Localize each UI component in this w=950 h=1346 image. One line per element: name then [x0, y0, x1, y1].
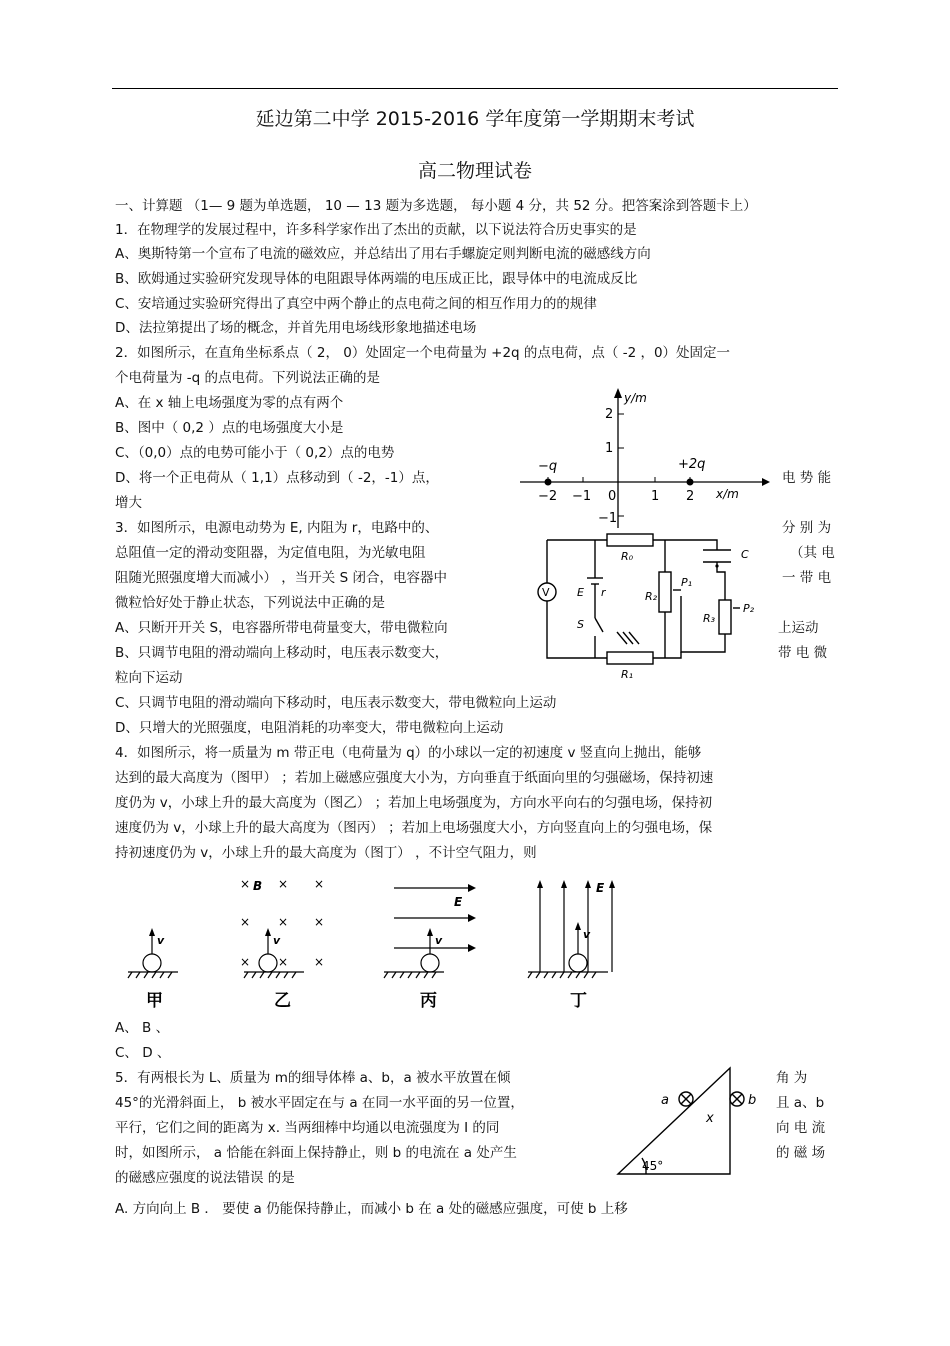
- q2-option-a: A、在 x 轴上电场强度为零的点有两个: [115, 395, 344, 411]
- q5-stem-line1: 5．有两根长为 L、质量为 m的细导体棒 a、b，a 被水平放置在倾: [115, 1070, 511, 1086]
- q2-option-d-cont: 增大: [115, 495, 142, 511]
- r1-label: R₁: [621, 668, 634, 680]
- ball-panel-2: [259, 954, 277, 972]
- q3-option-b: B、只调节电阻的滑动端向上移动时，电压表示数变大，: [115, 645, 449, 661]
- q4-stem-line5: 持初速度仍为 v，小球上升的最大高度为（图丁） ，不计空气阻力，则: [115, 845, 537, 861]
- x-tick-label: −1: [572, 489, 592, 504]
- caption-panel-3: 丙: [420, 991, 437, 1011]
- q1-option-d: D、法拉第提出了场的概念，并首先用电场线形象地描述电场: [115, 320, 477, 336]
- q3-option-d: D、只增大的光照强度，电阻消耗的功率变大，带电微粒向上运动: [115, 720, 504, 736]
- q5-stem-line5: 的磁感应强度的说法错误 的是: [115, 1170, 295, 1186]
- q3-option-a: A、只断开开关 S，电容器所带电荷量变大，带电微粒向: [115, 620, 448, 636]
- q3-stem-line2-right: （其 电: [790, 545, 835, 561]
- q3-stem-line4: 微粒恰好处于静止状态，下列说法中正确的是: [115, 595, 385, 611]
- v-label-panel-3: v: [435, 934, 443, 947]
- v-label-panel-4: v: [583, 928, 591, 941]
- q4-stem-line3: 度仍为 v，小球上升的最大高度为（图乙） ；若加上电场强度为，方向水平向右的匀强电场，保持初: [115, 795, 713, 811]
- q3-stem-line2: 总阻值一定的滑动变阻器，为定值电阻，为光敏电阻: [115, 545, 426, 561]
- q1-stem: 1．在物理学的发展过程中，许多科学家作出了杰出的贡献，以下说法符合历史事实的是: [115, 222, 637, 238]
- q2-stem-line1: 2．如图所示，在直角坐标系点（ 2， 0）处固定一个电荷量为 +2q 的点电荷，点（ -2 ，0）处固定一: [115, 345, 731, 361]
- svg-text:×: ×: [314, 955, 325, 969]
- x-tick-label: 1: [651, 489, 660, 504]
- q3-stem-line3: 阻随光照强度增大而减小） ，当开关 S 闭合，电容器中: [115, 570, 447, 586]
- q2-option-c: C、（0,0）点的电势可能小于（ 0,2）点的电势: [115, 445, 395, 461]
- svg-text:×: ×: [240, 955, 251, 969]
- ball-panel-4: [569, 954, 587, 972]
- internal-resistance-label: r: [601, 586, 606, 599]
- q5-stem-line3-right: 向 电 流: [776, 1120, 826, 1136]
- rod-a-label: a: [661, 1093, 669, 1108]
- x-tick-label: −2: [538, 489, 558, 504]
- angle-label: 45°: [642, 1159, 664, 1173]
- capacitor-label: C: [741, 548, 749, 561]
- x-tick-label: 0: [608, 489, 617, 504]
- q3-option-c: C、只调节电阻的滑动端向下移动时，电压表示数变大，带电微粒向上运动: [115, 695, 557, 711]
- q2-option-b: B、图中（ 0,2 ）点的电场强度大小是: [115, 420, 344, 436]
- charged-particle-dot: [715, 564, 718, 567]
- negative-charge-dot: [545, 479, 552, 486]
- header-rule: [112, 88, 838, 89]
- y-tick-label: 1: [605, 441, 614, 456]
- svg-text:×: ×: [314, 915, 325, 929]
- x-axis-label: x/m: [716, 487, 739, 501]
- x-tick-label: 2: [686, 489, 695, 504]
- emf-label: E: [577, 586, 584, 599]
- e-field-label-panel-4: E: [596, 881, 605, 895]
- q5-stem-line1-right: 角 为: [776, 1070, 808, 1086]
- resistor-r2: [659, 572, 671, 612]
- coordinate-figure: [520, 388, 770, 533]
- r2-label: R₂: [645, 590, 658, 603]
- p2-label: P₂: [743, 602, 755, 615]
- ball-panel-3: [421, 954, 439, 972]
- caption-panel-4: 丁: [570, 991, 587, 1011]
- positive-charge-dot: [687, 479, 694, 486]
- q5-stem-line4: 时，如图所示， a 恰能在斜面上保持静止，则 b 的电流在 a 处产生: [115, 1145, 517, 1161]
- q2-option-d-right: 电 势 能: [782, 470, 832, 486]
- b-field-label: B: [253, 879, 263, 893]
- ball-launch-figure: [118, 872, 658, 1012]
- v-label-panel-2: v: [273, 934, 281, 947]
- neg-charge-label: −q: [538, 459, 558, 474]
- svg-text:×: ×: [278, 955, 289, 969]
- voltmeter-label: V: [542, 586, 550, 599]
- resistor-r3: [719, 600, 731, 634]
- y-tick-label: 2: [605, 407, 614, 422]
- exam-title: 延边第二中学 2015-2016 学年度第一学期期末考试: [255, 108, 695, 130]
- q4-options-cd: C、 D 、: [115, 1045, 171, 1061]
- r3-label: R₃: [703, 612, 716, 625]
- q5-stem-line2: 45°的光滑斜面上， b 被水平固定在与 a 在同一水平面的另一位置，: [115, 1095, 524, 1111]
- svg-text:×: ×: [278, 915, 289, 929]
- q5-options-ab: A. 方向向上 B ． 要使 a 仍能保持静止，而减小 b 在 a 处的磁感应强度，可使 b 上移: [115, 1201, 628, 1217]
- q1-option-c: C、安培通过实验研究得出了真空中两个静止的点电荷之间的相互作用力的的规律: [115, 296, 597, 312]
- q3-stem-line3-right: 一 带 电: [782, 570, 832, 586]
- q1-option-b: B、欧姆通过实验研究发现导体的电阻跟导体两端的电压成正比，跟导体中的电流成反比: [115, 271, 638, 287]
- q4-stem-line2: 达到的最大高度为（图甲） ；若加上磁感应强度大小为，方向垂直于纸面向里的匀强磁场，保持初速: [115, 770, 714, 786]
- q4-stem-line4: 速度仍为 v，小球上升的最大高度为（图丙） ；若加上电场强度大小，方向竖直向上的匀强电场，保: [115, 820, 713, 836]
- q3-option-b-right: 带 电 微: [778, 645, 828, 661]
- v-label-panel-1: v: [157, 934, 165, 947]
- q5-stem-line3: 平行，它们之间的距离为 x. 当两细棒中均通以电流强度为 I 的同: [115, 1120, 500, 1136]
- p1-label: P₁: [681, 576, 693, 589]
- resistor-r0: [607, 534, 653, 546]
- ball-panel-1: [143, 954, 161, 972]
- q3-stem-line1-right: 分 别 为: [782, 520, 832, 536]
- section-heading: 一、计算题 （1— 9 题为单选题， 10 — 13 题为多选题， 每小题 4 分，共 52 分。把答案涂到答题卡上）: [115, 198, 757, 214]
- pos-charge-label: +2q: [678, 457, 706, 472]
- q3-stem-line1: 3．如图所示，电源电动势为 E, 内阻为 r，电路中的、: [115, 520, 439, 536]
- svg-text:×: ×: [240, 915, 251, 929]
- q1-option-a: A、奥斯特第一个宣布了电流的磁效应，并总结出了用右手螺旋定则判断电流的磁感线方向: [115, 246, 651, 262]
- q5-stem-line4-right: 的 磁 场: [776, 1145, 826, 1161]
- q5-stem-line2-right: 且 a、b: [776, 1095, 825, 1111]
- incline-figure: [608, 1064, 768, 1180]
- caption-panel-2: 乙: [274, 991, 291, 1011]
- y-tick-label: −1: [598, 511, 618, 526]
- rod-b-label: b: [748, 1093, 757, 1108]
- exam-subtitle: 高二物理试卷: [417, 160, 532, 182]
- y-axis-label: y/m: [624, 391, 647, 405]
- q4-options-ab: A、 B 、: [115, 1020, 170, 1036]
- q2-option-d: D、将一个正电荷从（ 1,1）点移动到（ -2，-1）点，: [115, 470, 439, 486]
- q3-option-b-cont: 粒向下运动: [115, 670, 183, 686]
- switch-label: S: [577, 618, 584, 631]
- circuit-figure: [535, 528, 765, 680]
- svg-text:×: ×: [240, 877, 251, 891]
- caption-panel-1: 甲: [146, 991, 163, 1011]
- q3-option-a-right: 上运动: [778, 620, 819, 636]
- r0-label: R₀: [621, 550, 634, 563]
- resistor-r1: [607, 652, 653, 664]
- q2-stem-line2: 个电荷量为 -q 的点电荷。下列说法正确的是: [115, 370, 381, 386]
- q4-stem-line1: 4．如图所示，将一质量为 m 带正电（电荷量为 q）的小球以一定的初速度 v 竖直向上抛出，能够: [115, 745, 702, 761]
- e-field-label-panel-3: E: [454, 895, 463, 909]
- distance-label: x: [706, 1111, 714, 1126]
- svg-text:×: ×: [314, 877, 325, 891]
- svg-text:×: ×: [278, 877, 289, 891]
